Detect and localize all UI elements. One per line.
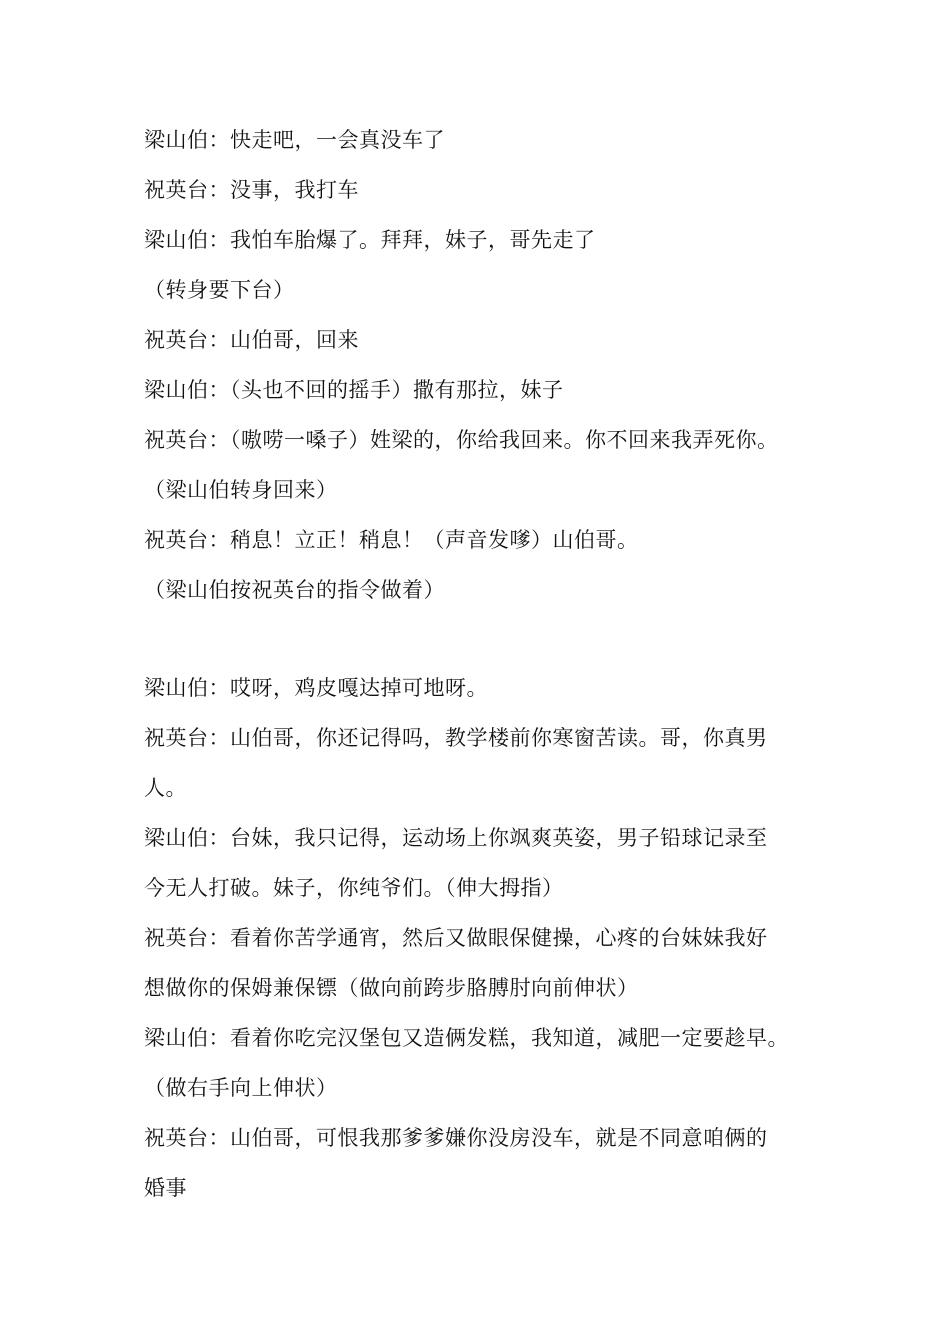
dialogue-line: 祝英台：没事，我打车 [144,178,359,202]
dialogue-line-continuation: 想做你的保姆兼保镖（做向前跨步胳膊肘向前伸状） [144,976,639,1000]
dialogue-line: 梁山伯：看着你吃完汉堡包又造俩发糕，我知道，减肥一定要趁早。 [144,1026,789,1050]
dialogue-line-continuation: 人。 [144,776,187,800]
stage-direction-line: （做右手向上伸状） [144,1076,338,1100]
stage-direction-line: （梁山伯转身回来） [144,478,338,502]
dialogue-line-continuation: 婚事 [144,1176,187,1200]
script-body [144,122,824,1220]
stage-direction-line: （转身要下台） [144,278,295,302]
dialogue-line: 祝英台：山伯哥，回来 [144,328,359,352]
dialogue-line: 梁山伯：哎呀，鸡皮嘎达掉可地呀。 [144,676,488,700]
dialogue-line: 祝英台：看着你苦学通宵，然后又做眼保健操，心疼的台妹妹我好 [144,926,768,950]
dialogue-line: 祝英台：稍息！立正！稍息！（声音发嗲）山伯哥。 [144,528,639,552]
dialogue-line: 祝英台：山伯哥，你还记得吗，教学楼前你寒窗苦读。哥，你真男 [144,726,768,750]
dialogue-line: 祝英台：（嗷唠一嗓子）姓梁的，你给我回来。你不回来我弄死你。 [144,428,779,452]
dialogue-line: 梁山伯：我怕车胎爆了。拜拜，妹子，哥先走了 [144,228,596,252]
stage-direction-line: （梁山伯按祝英台的指令做着） [144,578,445,602]
dialogue-line: 梁山伯：快走吧，一会真没车了 [144,128,445,152]
dialogue-line: 祝英台：山伯哥，可恨我那爹爹嫌你没房没车，就是不同意咱俩的 [144,1126,768,1150]
dialogue-line: 梁山伯：（头也不回的摇手）撒有那拉，妹子 [144,378,564,402]
blank-line [144,622,824,670]
dialogue-line-continuation: 今无人打破。妹子，你纯爷们。（伸大拇指） [144,876,564,900]
dialogue-line: 梁山伯：台妹，我只记得，运动场上你飒爽英姿，男子铅球记录至 [144,826,768,850]
